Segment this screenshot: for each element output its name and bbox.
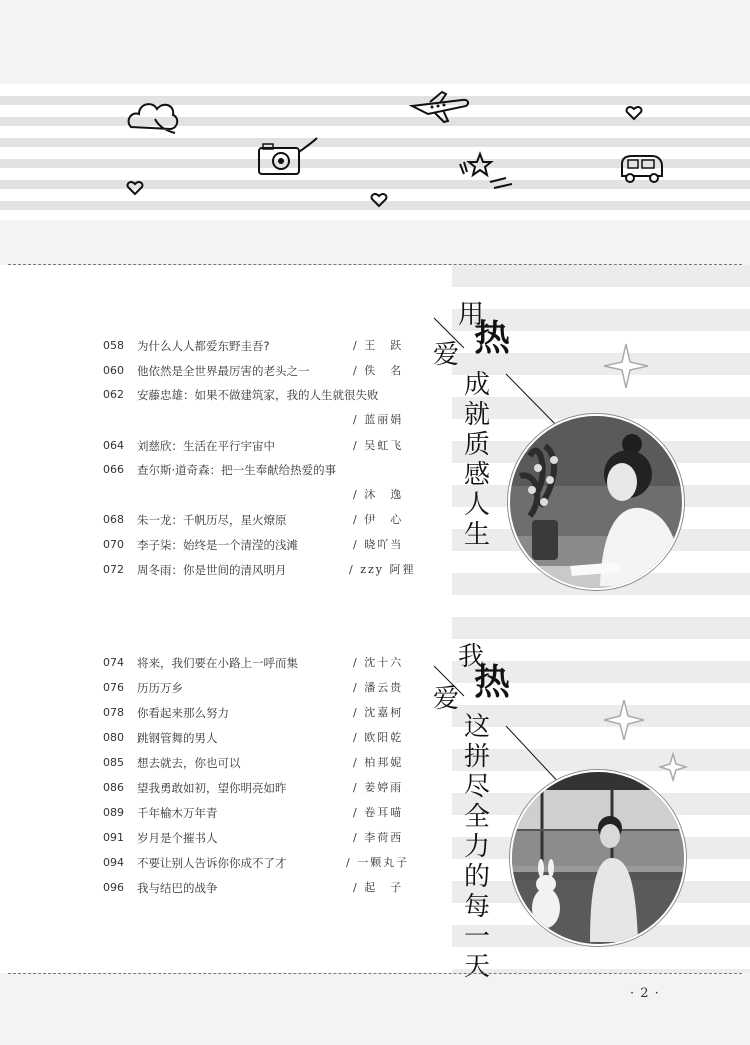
section-1-subtitle: 成 就 质 感 人 生 xyxy=(463,370,490,550)
article-author: / 沈嘉柯 xyxy=(353,706,404,719)
list-item[interactable] xyxy=(103,704,403,722)
list-item[interactable] xyxy=(103,362,403,380)
page-number: 078 xyxy=(103,706,124,719)
article-author: / 佚 名 xyxy=(353,364,404,377)
article-author: / 潘云贵 xyxy=(353,681,404,694)
article-title: 他依然是全世界最厉害的老头之一 xyxy=(137,364,310,378)
article-title: 为什么人人都爱东野圭吾? xyxy=(137,339,270,353)
heart-icon xyxy=(625,104,643,122)
article-title: 我与结巴的战争 xyxy=(137,881,218,895)
list-item[interactable] xyxy=(103,654,403,672)
article-author: / 晓吖当 xyxy=(353,538,404,551)
list-item[interactable] xyxy=(103,879,403,897)
section-2-title-char: 爱 xyxy=(433,684,460,714)
boy-with-rabbit-photo xyxy=(510,770,686,946)
article-author: / 吴虹飞 xyxy=(353,439,404,452)
list-item[interactable] xyxy=(103,729,403,747)
page-number: 072 xyxy=(103,563,124,576)
list-item[interactable] xyxy=(103,437,403,455)
page-number: 058 xyxy=(103,339,124,352)
article-title: 想去就去，你也可以 xyxy=(137,756,241,770)
article-title: 千年榆木万年青 xyxy=(137,806,218,820)
page-number: 085 xyxy=(103,756,124,769)
article-title: 望我勇敢如初，望你明亮如昨 xyxy=(137,781,287,795)
cloud-icon xyxy=(125,97,181,139)
article-author: / 欧阳乾 xyxy=(353,731,404,744)
page-number: 080 xyxy=(103,731,124,744)
page-number: 062 xyxy=(103,388,124,401)
article-author: / 伊 心 xyxy=(353,513,404,526)
list-item[interactable] xyxy=(103,679,403,697)
page-number: 074 xyxy=(103,656,124,669)
section-1-title-char: 热 xyxy=(474,317,511,359)
page-number: 068 xyxy=(103,513,124,526)
article-title: 你看起来那么努力 xyxy=(137,706,229,720)
list-item[interactable] xyxy=(103,511,403,529)
sparkle-star-icon xyxy=(456,150,516,190)
page-number: 091 xyxy=(103,831,124,844)
article-title: 朱一龙：千帆历尽，星火燎原 xyxy=(137,513,287,527)
article-author: / zzy 阿狸 xyxy=(349,563,416,576)
article-author: / 蓝丽娟 xyxy=(353,413,404,426)
article-author: / 姜婷雨 xyxy=(353,781,404,794)
page-number: 094 xyxy=(103,856,124,869)
footer-page-number: · 2 · xyxy=(630,986,660,1001)
article-title: 历历万乡 xyxy=(137,681,183,695)
page-number: 066 xyxy=(103,463,124,476)
article-author: / 王 跃 xyxy=(353,339,404,352)
star-outline-icon xyxy=(602,698,646,742)
list-item[interactable] xyxy=(103,854,410,872)
list-item[interactable] xyxy=(103,386,403,430)
page-number: 089 xyxy=(103,806,124,819)
article-author: / 李荷西 xyxy=(353,831,404,844)
airplane-icon xyxy=(408,88,472,128)
page-number: 070 xyxy=(103,538,124,551)
page-number: 060 xyxy=(103,364,124,377)
list-item[interactable] xyxy=(103,536,403,554)
article-title: 岁月是个摧书人 xyxy=(137,831,218,845)
section-2-subtitle: 这 拼 尽 全 力 的 每 一 天 xyxy=(463,712,490,982)
article-title: 查尔斯·道奇森：把一生奉献给热爱的事 xyxy=(137,463,337,477)
dashed-divider-bottom xyxy=(8,973,742,974)
car-icon xyxy=(618,152,666,186)
article-title: 不要让别人告诉你你成不了才 xyxy=(137,856,287,870)
article-title: 将来，我们要在小路上一呼而集 xyxy=(137,656,298,670)
section-1-title-char: 爱 xyxy=(433,340,460,370)
camera-icon xyxy=(255,136,321,178)
section-2-title-char: 我 xyxy=(458,642,485,672)
article-author: / 起 子 xyxy=(353,881,404,894)
section-2-title-char: 热 xyxy=(474,661,511,703)
list-item[interactable] xyxy=(103,829,403,847)
article-title: 刘慈欣：生活在平行宇宙中 xyxy=(137,439,275,453)
heart-icon xyxy=(370,191,388,209)
woman-reading-photo xyxy=(508,414,684,590)
list-item[interactable] xyxy=(103,461,403,505)
heart-icon xyxy=(126,179,144,197)
page-number: 076 xyxy=(103,681,124,694)
list-item[interactable] xyxy=(103,804,403,822)
article-author: / 一颗丸子 xyxy=(346,856,410,869)
article-title: 安藤忠雄：如果不做建筑家，我的人生就很失败 xyxy=(137,388,379,402)
page-number: 086 xyxy=(103,781,124,794)
article-author: / 沈十六 xyxy=(353,656,404,669)
section-1-title-char: 用 xyxy=(458,300,485,330)
page-number: 064 xyxy=(103,439,124,452)
page-number: 096 xyxy=(103,881,124,894)
article-author: / 柏邦妮 xyxy=(353,756,404,769)
star-outline-icon xyxy=(658,752,688,782)
article-author: / 卷耳喵 xyxy=(353,806,404,819)
list-item[interactable] xyxy=(103,337,403,355)
list-item[interactable] xyxy=(103,779,403,797)
article-title: 跳钢管舞的男人 xyxy=(137,731,218,745)
list-item[interactable] xyxy=(103,561,416,579)
article-author: / 沐 逸 xyxy=(353,488,404,501)
list-item[interactable] xyxy=(103,754,403,772)
article-title: 周冬雨：你是世间的清风明月 xyxy=(137,563,287,577)
article-title: 李子柒：始终是一个清滢的浅滩 xyxy=(137,538,298,552)
star-outline-icon xyxy=(602,342,650,390)
